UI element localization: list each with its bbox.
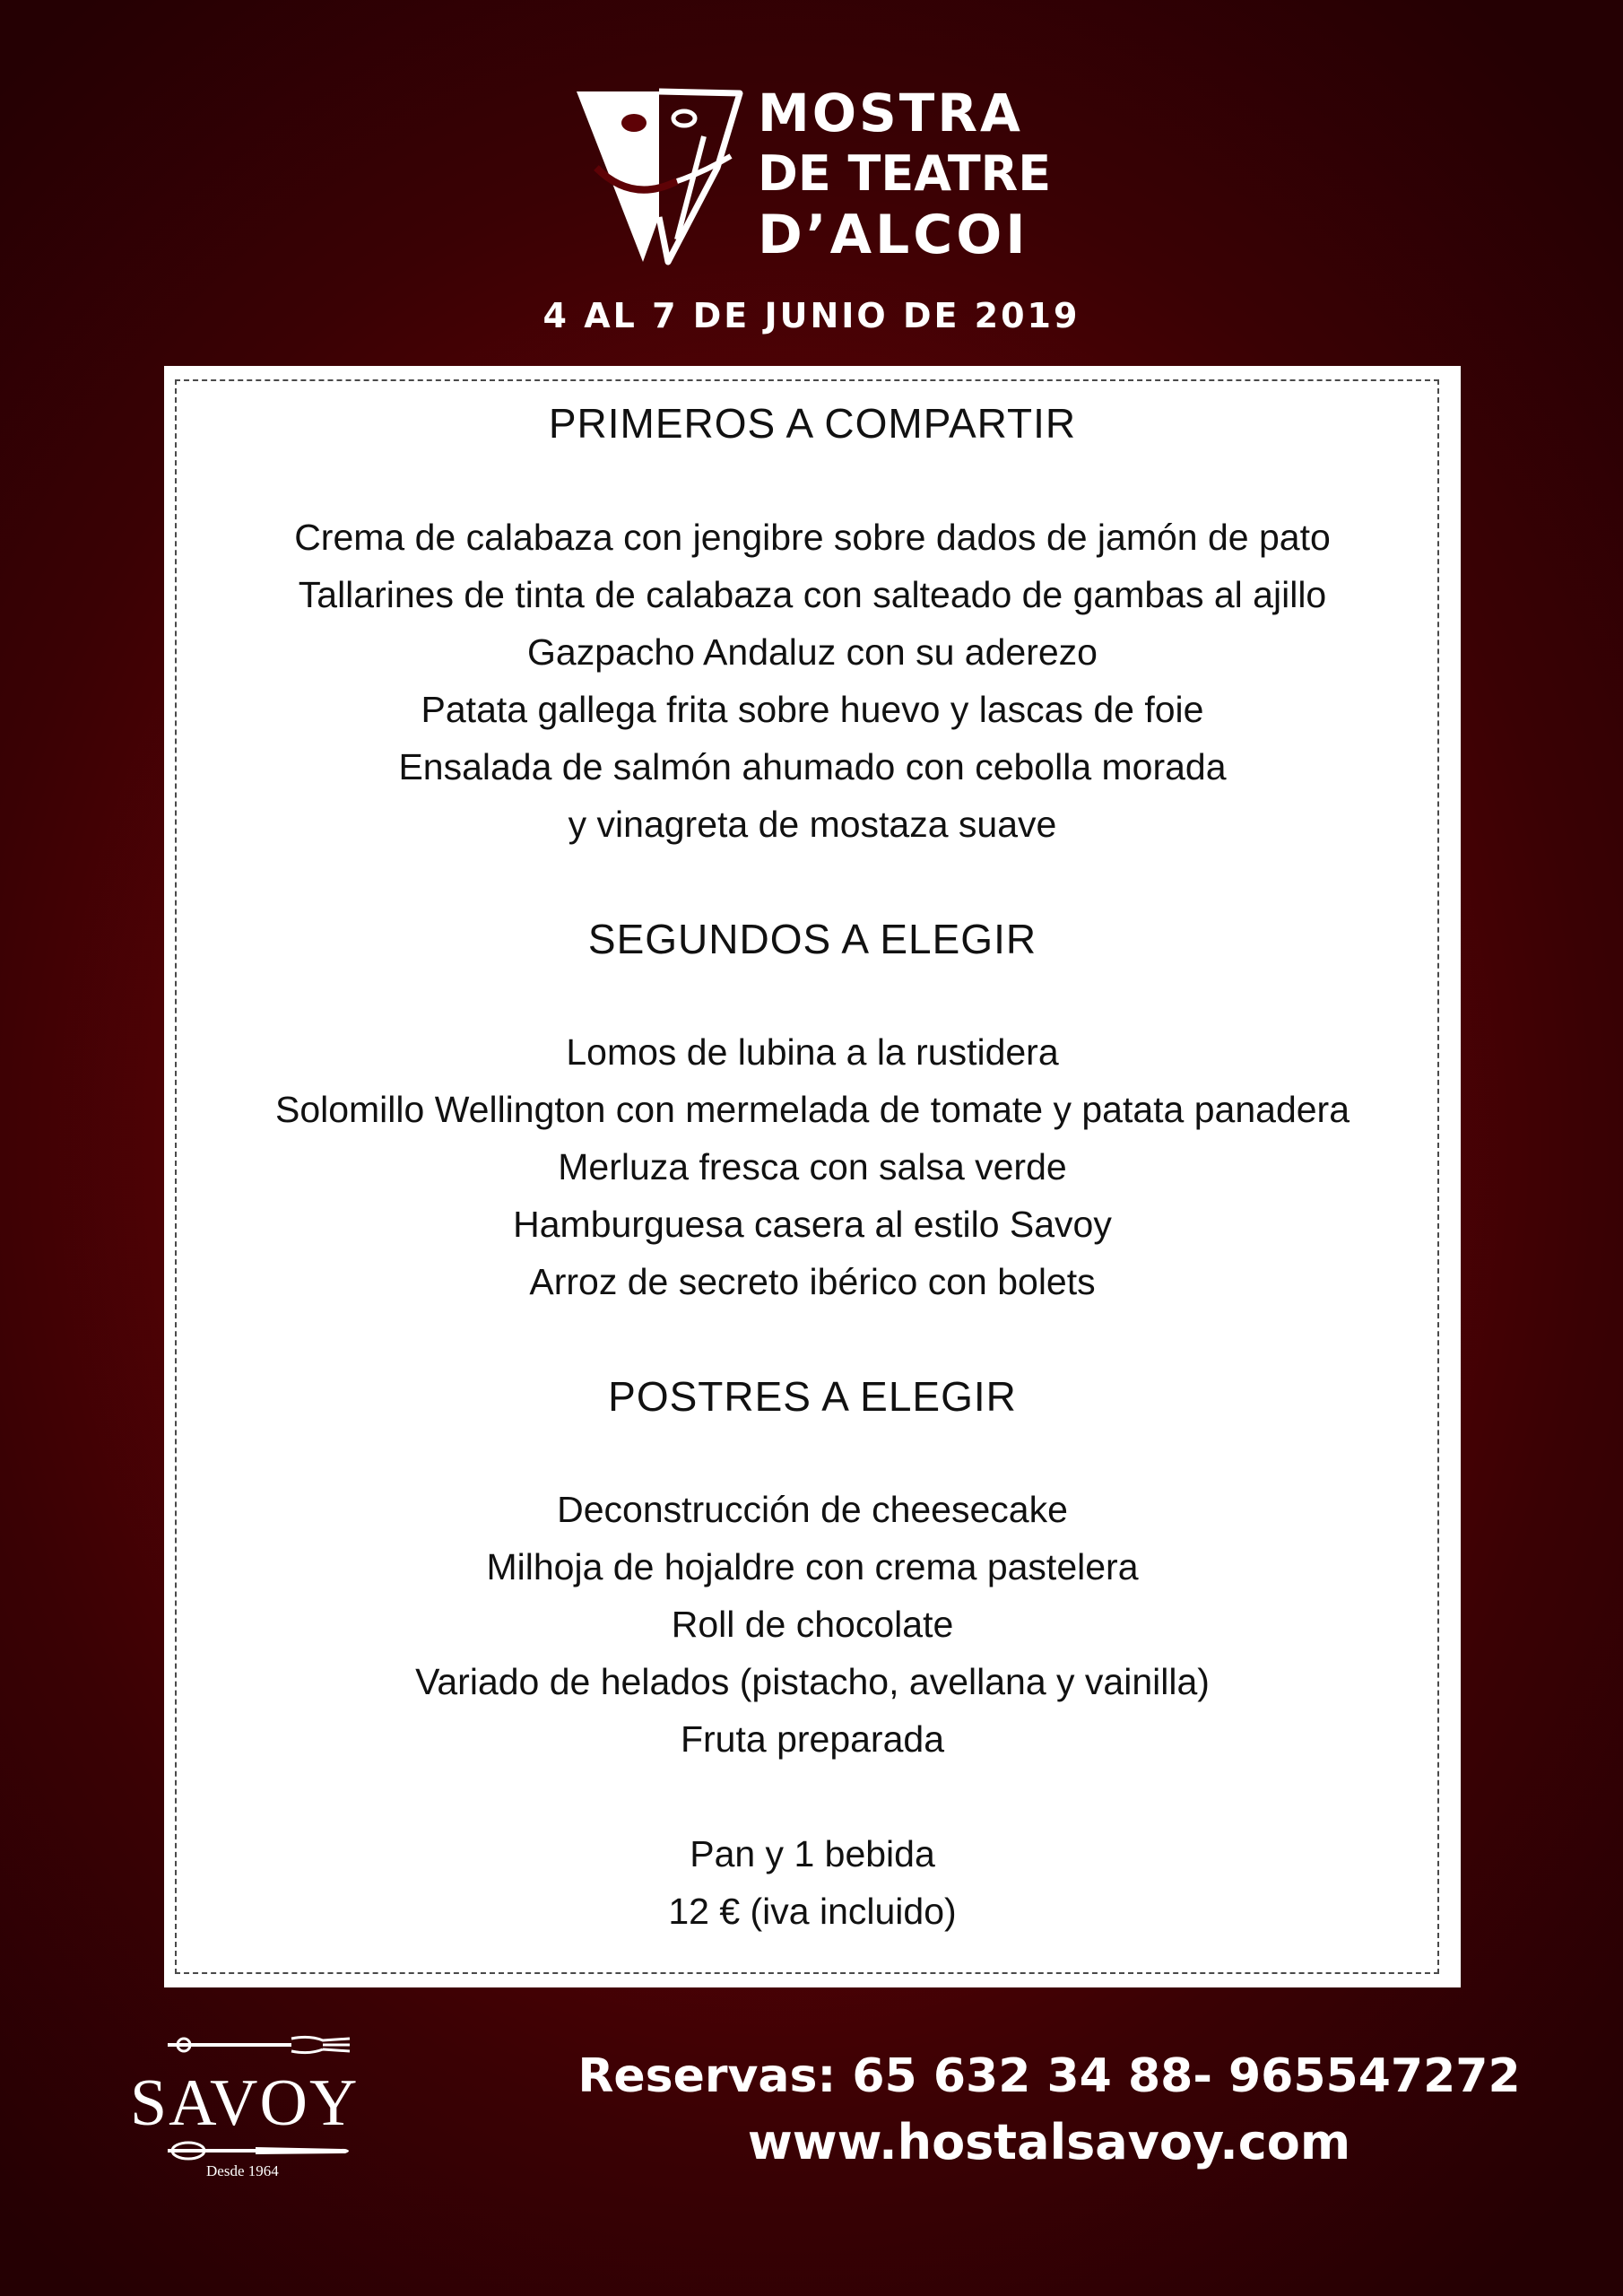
menu-price: 12 € (iva incluido) xyxy=(668,1891,957,1932)
festival-title xyxy=(758,83,1051,265)
menu-item: Variado de helados (pistacho, avellana y vainilla) xyxy=(415,1661,1210,1702)
savoy-since: Desde 1964 xyxy=(206,2162,279,2179)
menu-item: Merluza fresca con salsa verde xyxy=(558,1146,1067,1187)
event-dates: 4 AL 7 DE JUNIO DE 2019 xyxy=(542,296,1081,335)
menu-item: Crema de calabaza con jengibre sobre dados de jamón de pato xyxy=(294,517,1331,558)
theatre-mask-icon xyxy=(569,83,749,271)
section-title-postres: POSTRES A ELEGIR xyxy=(608,1373,1017,1420)
menu-card xyxy=(164,366,1461,1987)
menu-item: y vinagreta de mostaza suave xyxy=(568,804,1057,845)
savoy-brand: SAVOY xyxy=(130,2066,360,2140)
menu-item: Arroz de secreto ibérico con bolets xyxy=(529,1261,1096,1302)
menu-item: Lomos de lubina a la rustidera xyxy=(566,1031,1059,1073)
section-title-segundos: SEGUNDOS A ELEGIR xyxy=(587,916,1037,962)
reservation-phones: Reservas: 65 632 34 88- 965547272 xyxy=(577,2049,1521,2103)
menu-item: Solomillo Wellington con mermelada de tomate y patata panadera xyxy=(274,1089,1350,1130)
menu-item: Hamburguesa casera al estilo Savoy xyxy=(513,1204,1112,1245)
festival-title-line: DE TEATRE xyxy=(758,145,1052,202)
menu-item: Roll de chocolate xyxy=(671,1604,954,1645)
fork-icon xyxy=(166,2031,354,2058)
festival-logo xyxy=(569,83,1072,280)
menu-item: Fruta preparada xyxy=(680,1718,944,1760)
menu-item: Ensalada de salmón ahumado con cebolla morada xyxy=(398,746,1227,787)
section-title-primeros: PRIMEROS A COMPARTIR xyxy=(548,400,1077,447)
menu-item: Patata gallega frita sobre huevo y lascas de foie xyxy=(421,689,1204,730)
savoy-logo xyxy=(121,2022,372,2184)
menu-item: Milhoja de hojaldre con crema pastelera xyxy=(486,1546,1139,1587)
menu-extra: Pan y 1 bebida xyxy=(690,1833,935,1874)
festival-title-line: MOSTRA xyxy=(758,83,1023,144)
menu-item: Tallarines de tinta de calabaza con salteado de gambas al ajillo xyxy=(298,574,1327,615)
menu-item: Gazpacho Andaluz con su aderezo xyxy=(527,631,1098,673)
festival-title-line: D’ALCOI xyxy=(758,204,1029,266)
knife-icon xyxy=(166,2139,354,2162)
website-link[interactable]: www.hostalsavoy.com xyxy=(747,2114,1351,2170)
menu-item: Deconstrucción de cheesecake xyxy=(557,1489,1068,1530)
